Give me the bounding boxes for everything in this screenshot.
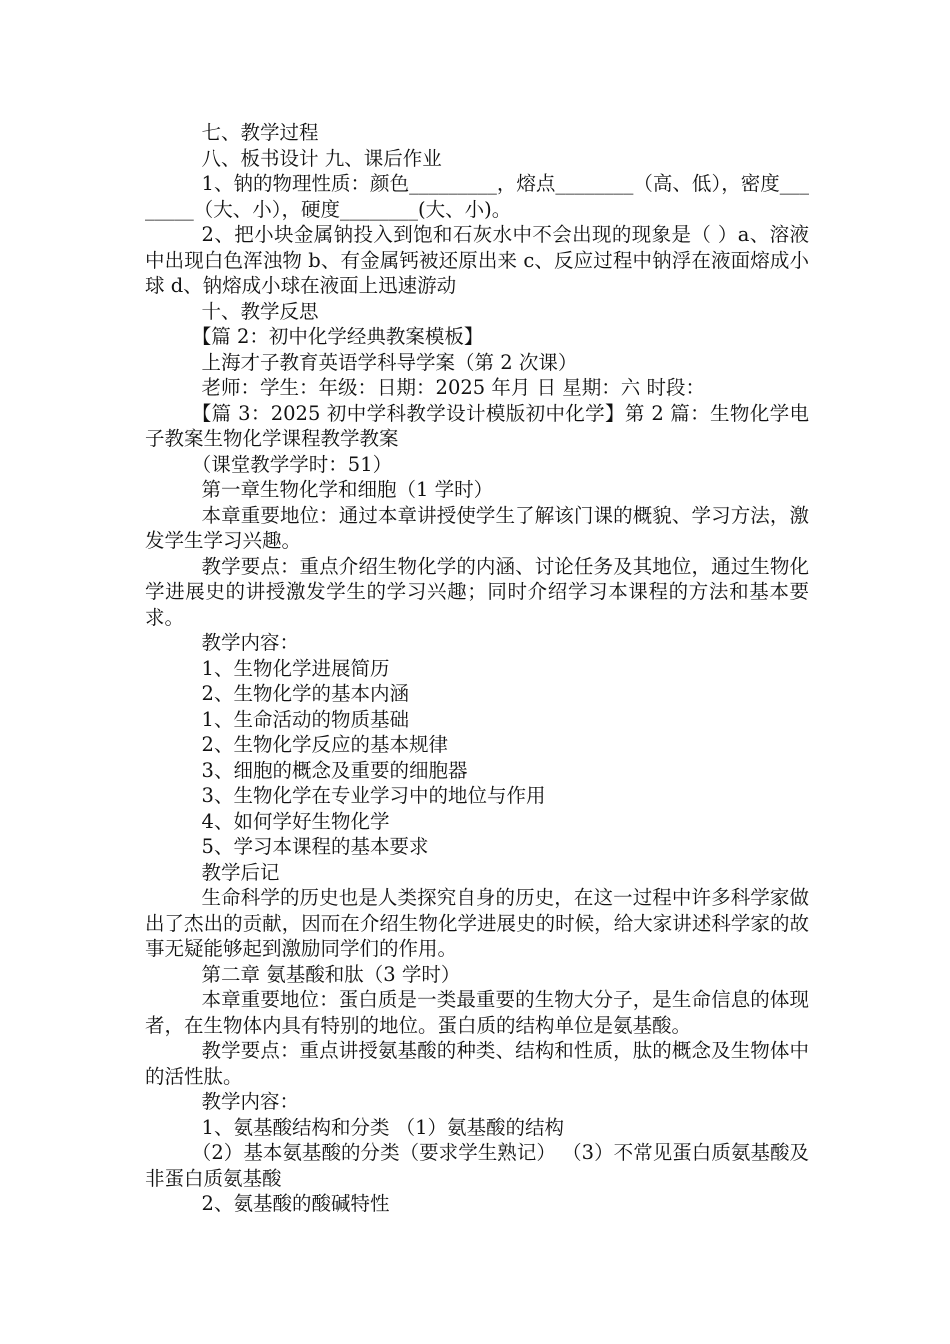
list-item: 2、生物化学反应的基本规律: [201, 733, 448, 756]
teaching-postscript-heading: 教学后记: [201, 860, 280, 884]
chapter-2-content-heading: 教学内容：: [201, 1090, 300, 1113]
chapter-2-title: 第二章 氨基酸和肽（3 学时）: [201, 962, 461, 986]
chapter-1-title: 第一章生物化学和细胞（1 学时）: [201, 478, 494, 501]
chapter-1-content-heading: 教学内容：: [201, 631, 300, 654]
chapter-2-key-points: 教学要点：重点讲授氨基酸的种类、结构和性质，肽的概念及生物体中的活性肽。: [145, 1039, 809, 1088]
chapter-1-key-points: 教学要点：重点介绍生物化学的内涵、讨论任务及其地位，通过生物化学进展史的讲授激发学生的学习兴趣；同时介绍学习本课程的方法和基本要求。: [145, 554, 809, 629]
chapter-1-importance: 本章重要地位：通过本章讲授使学生了解该门课的概貌、学习方法，激发学生学习兴趣。: [145, 503, 809, 552]
list-item: 1、氨基酸结构和分类 （1）氨基酸的结构: [201, 1115, 565, 1139]
exercise-question-1: 1、钠的物理性质：颜色_________，熔点________（高、低），密度________（大、小），硬度________(大、小)。: [145, 172, 809, 221]
class-hours-note: （课堂教学学时：51）: [191, 452, 393, 476]
article-3-title: 【篇 3：2025 初中学科教学设计模版初中化学】第 2 篇：生物化学电子教案生物化学课程教学教案: [145, 401, 809, 450]
list-item: 5、学习本课程的基本要求: [201, 835, 429, 858]
article-2-title: 【篇 2：初中化学经典教案模板】: [191, 325, 484, 348]
list-item: 3、细胞的概念及重要的细胞器: [201, 758, 468, 782]
list-item: 1、生命活动的物质基础: [201, 707, 409, 731]
document-page: [145, 120, 809, 1217]
exercise-question-2: 2、把小块金属钠投入到饱和石灰水中不会出现的现象是（ ）a、溶液中出现白色浑浊物 b、有金属钙被还原出来 c、反应过程中钠浮在液面熔成小球 d、钠熔成小球在液面上迅速游动: [145, 223, 809, 297]
chapter-2-importance: 本章重要地位：蛋白质是一类最重要的生物大分子，是生命信息的体现者，在生物体内具有特别的地位。蛋白质的结构单位是氨基酸。: [145, 988, 809, 1037]
list-item: （2）基本氨基酸的分类（要求学生熟记） （3）不常见蛋白质氨基酸及非蛋白质氨基酸: [145, 1141, 809, 1190]
teaching-postscript-body: 生命科学的历史也是人类探究自身的历史，在这一过程中许多科学家做出了杰出的贡献，因而在介绍生物化学进展史的时候，给大家讲述科学家的故事无疑能够起到激励同学们的作用。: [145, 886, 809, 960]
list-item: 2、生物化学的基本内涵: [201, 682, 409, 705]
section-heading-teaching-reflection: 十、教学反思: [201, 299, 319, 323]
guide-plan-title: 上海才子教育英语学科导学案（第 2 次课）: [201, 350, 578, 374]
list-item: 2、氨基酸的酸碱特性: [201, 1192, 390, 1215]
section-heading-board-design-homework: 八、板书设计 九、课后作业: [201, 146, 442, 170]
class-info-line: 老师：学生：年级：日期：2025 年月 日 星期：六 时段：: [201, 376, 705, 399]
list-item: 3、生物化学在专业学习中的地位与作用: [201, 784, 546, 807]
list-item: 4、如何学好生物化学: [201, 809, 390, 833]
list-item: 1、生物化学进展简历: [201, 656, 390, 680]
section-heading-teaching-process: 七、教学过程: [201, 121, 319, 144]
